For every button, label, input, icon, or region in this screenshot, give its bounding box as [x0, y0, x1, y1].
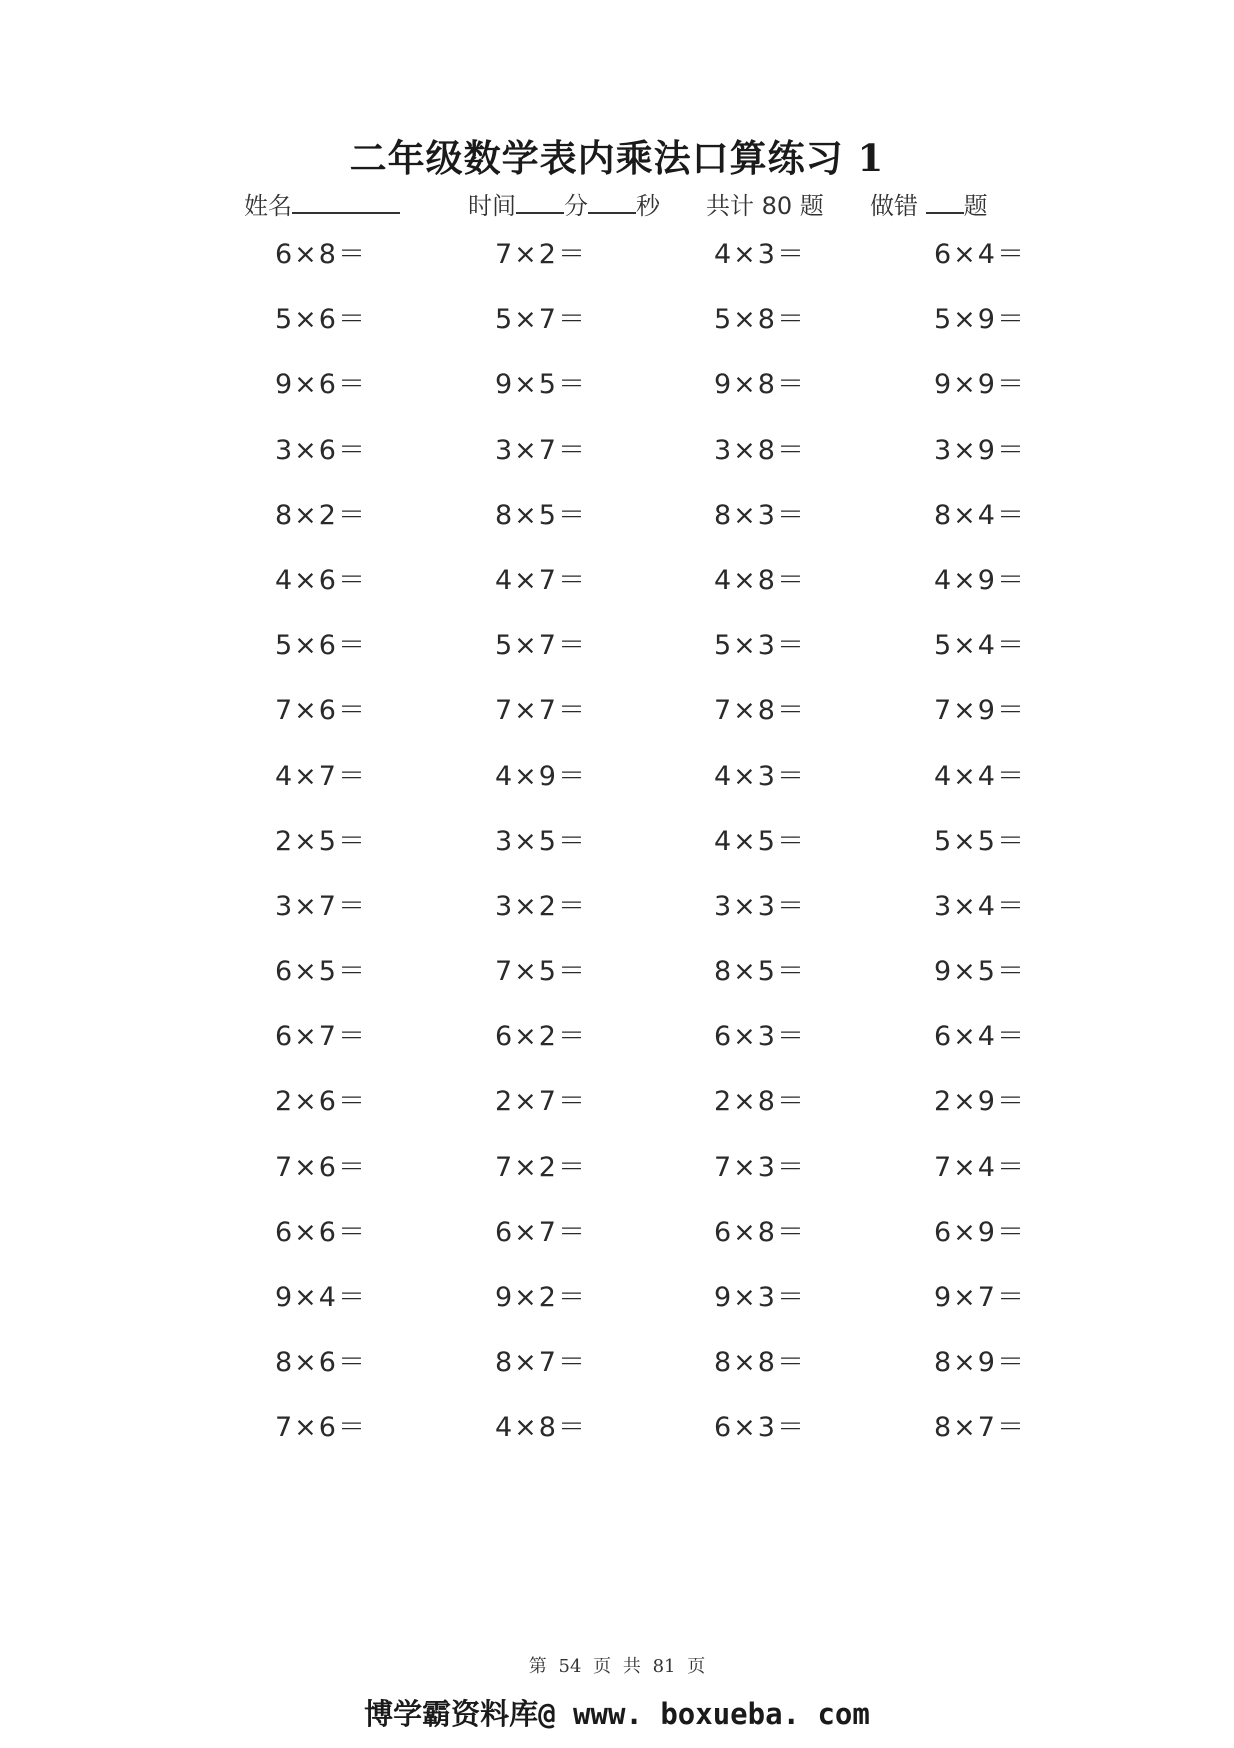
problem-item: 5×7＝	[495, 304, 587, 336]
problem-item: 7×9＝	[934, 695, 1026, 727]
problem-item: 7×2＝	[495, 239, 587, 270]
wrong-label: 做错	[870, 192, 918, 220]
problem-row	[0, 884, 1234, 949]
problem-item: 4×7＝	[495, 564, 587, 596]
problem-item: 3×3＝	[714, 890, 806, 922]
name-field	[244, 186, 400, 221]
wrong-suffix: 题	[963, 192, 988, 220]
problem-row	[0, 1405, 1234, 1470]
total-count: 共计 80 题	[706, 192, 824, 220]
problem-item: 4×8＝	[714, 564, 806, 596]
problem-item: 7×6＝	[275, 695, 367, 727]
problem-item: 9×4＝	[275, 1282, 367, 1313]
problem-item: 4×9＝	[495, 760, 587, 792]
minute-blank	[516, 188, 564, 214]
problem-row	[0, 819, 1234, 884]
problem-row	[0, 1145, 1234, 1210]
problem-item: 3×6＝	[275, 434, 367, 466]
problem-item: 7×6＝	[275, 1151, 367, 1183]
problem-item: 2×6＝	[275, 1086, 367, 1118]
problem-item: 5×7＝	[495, 630, 587, 662]
problem-item: 6×6＝	[275, 1216, 367, 1248]
problem-item: 9×5＝	[934, 956, 1026, 988]
second-blank	[588, 188, 636, 214]
problem-item: 7×8＝	[714, 695, 806, 727]
problem-row	[0, 297, 1234, 362]
problem-item: 8×3＝	[714, 499, 806, 531]
problem-row	[0, 232, 1234, 297]
problem-item: 2×7＝	[495, 1086, 587, 1118]
problem-item: 6×7＝	[495, 1216, 587, 1248]
problem-item: 7×6＝	[275, 1412, 367, 1444]
problem-item: 5×8＝	[714, 304, 806, 336]
problem-row	[0, 623, 1234, 688]
second-label: 秒	[636, 192, 660, 220]
problem-item: 9×8＝	[714, 369, 806, 401]
problem-item: 7×3＝	[714, 1151, 806, 1183]
problem-item: 6×4＝	[934, 239, 1026, 270]
problem-item: 7×2＝	[495, 1151, 587, 1183]
problem-item: 3×2＝	[495, 890, 587, 922]
problem-grid	[0, 232, 1234, 1471]
info-row	[0, 186, 1234, 226]
problem-item: 9×5＝	[495, 369, 587, 401]
problem-item: 6×3＝	[714, 1412, 806, 1444]
problem-item: 6×8＝	[714, 1216, 806, 1248]
problem-item: 3×7＝	[495, 434, 587, 466]
problem-item: 2×9＝	[934, 1086, 1026, 1118]
watermark: 博学霸资料库@ www. boxueba. com	[364, 1697, 870, 1731]
problem-item: 4×4＝	[934, 760, 1026, 792]
problem-row	[0, 1210, 1234, 1275]
problem-item: 4×7＝	[275, 760, 367, 792]
time-label: 时间	[468, 192, 516, 220]
problem-row	[0, 1340, 1234, 1405]
page-number: 第 54 页 共 81 页	[528, 1656, 706, 1677]
problem-item: 2×8＝	[714, 1086, 806, 1118]
problem-item: 7×5＝	[495, 956, 587, 988]
minute-label: 分	[564, 192, 588, 220]
problem-item: 5×4＝	[934, 630, 1026, 662]
problem-item: 9×6＝	[275, 369, 367, 401]
problem-item: 8×5＝	[495, 499, 587, 531]
problem-item: 9×7＝	[934, 1282, 1026, 1313]
problem-item: 5×3＝	[714, 630, 806, 662]
problem-row	[0, 1014, 1234, 1079]
problem-item: 8×8＝	[714, 1347, 806, 1379]
problem-row	[0, 949, 1234, 1014]
problem-item: 7×7＝	[495, 695, 587, 727]
problem-item: 4×5＝	[714, 825, 806, 857]
problem-item: 6×3＝	[714, 1021, 806, 1053]
problem-item: 4×3＝	[714, 760, 806, 792]
page-title: 二年级数学表内乘法口算练习 1	[349, 136, 885, 180]
problem-item: 8×2＝	[275, 499, 367, 531]
problem-item: 3×7＝	[275, 890, 367, 922]
problem-row	[0, 688, 1234, 753]
problem-item: 9×9＝	[934, 369, 1026, 401]
problem-row	[0, 428, 1234, 493]
problem-item: 3×8＝	[714, 434, 806, 466]
wrong-field	[870, 186, 988, 221]
problem-row	[0, 1275, 1234, 1340]
problem-item: 6×5＝	[275, 956, 367, 988]
problem-item: 6×8＝	[275, 239, 367, 270]
problem-item: 4×9＝	[934, 564, 1026, 596]
name-blank	[292, 188, 400, 214]
problem-item: 5×9＝	[934, 304, 1026, 336]
problem-item: 6×2＝	[495, 1021, 587, 1053]
problem-row	[0, 558, 1234, 623]
problem-item: 9×2＝	[495, 1282, 587, 1313]
problem-row	[0, 754, 1234, 819]
problem-item: 6×9＝	[934, 1216, 1026, 1248]
problem-item: 4×3＝	[714, 239, 806, 270]
problem-item: 3×4＝	[934, 890, 1026, 922]
problem-item: 5×5＝	[934, 825, 1026, 857]
problem-item: 8×4＝	[934, 499, 1026, 531]
problem-item: 3×9＝	[934, 434, 1026, 466]
problem-row	[0, 1079, 1234, 1144]
problem-item: 8×6＝	[275, 1347, 367, 1379]
problem-item: 9×3＝	[714, 1282, 806, 1313]
problem-item: 7×4＝	[934, 1151, 1026, 1183]
problem-item: 3×5＝	[495, 825, 587, 857]
problem-item: 5×6＝	[275, 630, 367, 662]
problem-item: 5×6＝	[275, 304, 367, 336]
problem-row	[0, 493, 1234, 558]
problem-item: 6×4＝	[934, 1021, 1026, 1053]
problem-item: 6×7＝	[275, 1021, 367, 1053]
problem-item: 4×6＝	[275, 564, 367, 596]
problem-item: 2×5＝	[275, 825, 367, 857]
time-field	[468, 186, 660, 221]
wrong-blank	[926, 188, 964, 214]
problem-row	[0, 362, 1234, 427]
problem-item: 8×5＝	[714, 956, 806, 988]
problem-item: 8×7＝	[495, 1347, 587, 1379]
problem-item: 4×8＝	[495, 1412, 587, 1444]
problem-item: 8×9＝	[934, 1347, 1026, 1379]
name-label: 姓名	[244, 192, 292, 220]
problem-item: 8×7＝	[934, 1412, 1026, 1444]
